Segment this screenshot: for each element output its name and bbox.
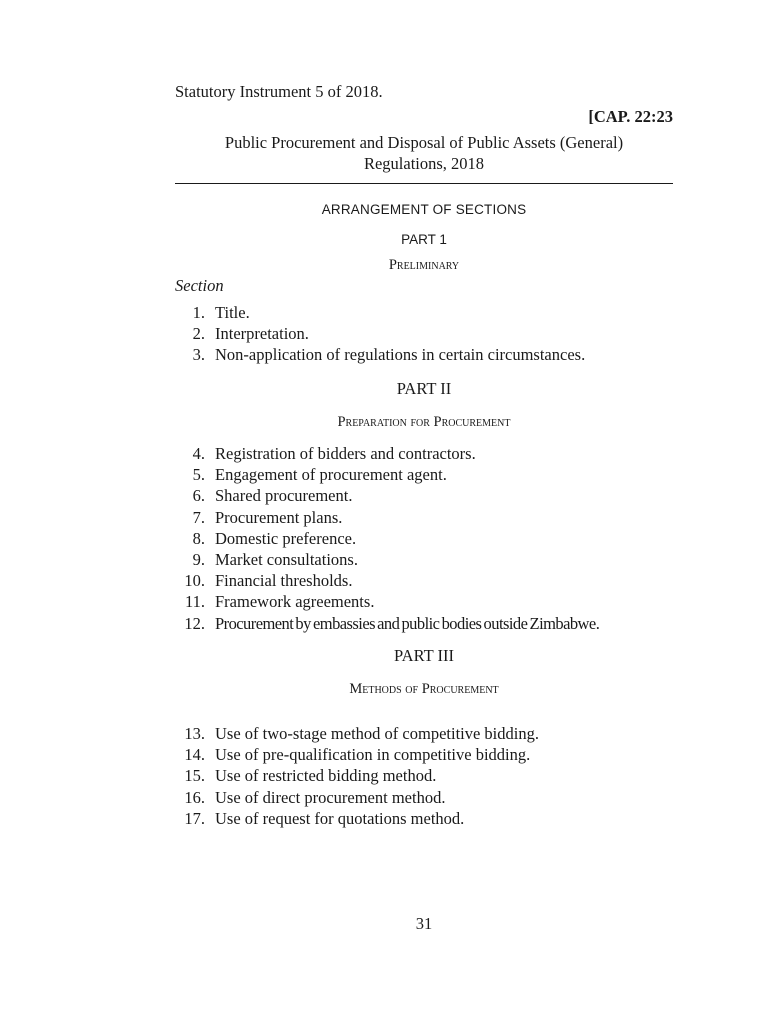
- title-line-1: Public Procurement and Disposal of Public Assets (General): [224, 133, 624, 152]
- section-number: 16.: [184, 787, 205, 807]
- section-title: Use of direct procurement method.: [215, 787, 446, 807]
- section-number: 4.: [192, 444, 205, 463]
- list-item: [175, 528, 673, 549]
- section-number: 7.: [192, 507, 205, 527]
- document-title: [175, 132, 673, 174]
- section-title: Market consultations.: [215, 550, 358, 570]
- section-title: Domestic preference.: [215, 528, 357, 548]
- section-number: 17.: [184, 808, 205, 828]
- section-title: Procurement plans.: [215, 507, 343, 527]
- section-title: Registration of bidders and contractors.: [215, 444, 476, 463]
- section-number: 8.: [192, 528, 205, 548]
- list-item: [175, 765, 673, 786]
- section-title: Use of pre-qualification in competitive bidding.: [215, 745, 531, 765]
- section-number: 3.: [192, 345, 205, 365]
- list-item: [175, 723, 673, 744]
- part-3-title: Methods of Procurement: [349, 681, 499, 697]
- section-number: 15.: [184, 766, 205, 786]
- part-1-title: Preliminary: [388, 257, 460, 273]
- section-number: 1.: [192, 303, 205, 322]
- part-2-label: PART II: [396, 379, 452, 398]
- title-divider: [175, 183, 673, 184]
- section-number: 9.: [192, 550, 205, 570]
- list-item: [175, 507, 673, 528]
- list-item: [175, 787, 673, 808]
- section-number: 14.: [184, 745, 205, 765]
- section-number: 6.: [192, 486, 205, 506]
- section-label: Section: [175, 276, 224, 295]
- list-item: [175, 744, 673, 765]
- part-3-label: PART III: [394, 646, 454, 665]
- list-item: [175, 549, 673, 570]
- section-number: 13.: [184, 724, 205, 743]
- section-title: Title.: [215, 303, 250, 322]
- list-item: [175, 485, 673, 506]
- list-item: [175, 570, 673, 591]
- section-number: 12.: [184, 613, 205, 633]
- section-title: Use of request for quotations method.: [215, 808, 465, 828]
- part-1-section-list: [175, 302, 673, 366]
- list-item: [175, 808, 673, 829]
- section-title: Framework agreements.: [215, 592, 375, 612]
- list-item: [175, 344, 673, 365]
- part-2-title: Preparation for Procurement: [337, 414, 511, 430]
- part-3-section-list: [175, 723, 673, 829]
- list-item: [175, 613, 673, 634]
- title-line-2: Regulations, 2018: [363, 154, 485, 173]
- chapter-reference: [CAP. 22:23: [588, 107, 673, 126]
- section-title: Use of two-stage method of competitive bidding.: [215, 724, 539, 743]
- section-title: Interpretation.: [215, 324, 309, 344]
- list-item: [175, 464, 673, 485]
- list-item: [175, 443, 673, 464]
- section-title: Financial thresholds.: [215, 571, 353, 591]
- section-title: Use of restricted bidding method.: [215, 766, 437, 786]
- statutory-instrument-line: Statutory Instrument 5 of 2018.: [175, 82, 383, 101]
- part-2-section-list: [175, 443, 673, 634]
- document-page: [175, 0, 673, 1024]
- section-number: 10.: [184, 571, 205, 591]
- section-title: Procurement by embassies and public bodies outside Zimbabwe.: [215, 613, 600, 633]
- page-number: 31: [415, 914, 433, 933]
- section-number: 5.: [192, 465, 205, 485]
- list-item: [175, 323, 673, 344]
- part-1-label: PART 1: [401, 232, 447, 247]
- arrangement-heading: ARRANGEMENT OF SECTIONS: [321, 202, 527, 217]
- list-item: [175, 591, 673, 612]
- list-item: [175, 302, 673, 323]
- section-title: Non-application of regulations in certain circumstances.: [215, 345, 586, 365]
- section-title: Shared procurement.: [215, 486, 353, 506]
- section-number: 2.: [192, 324, 205, 344]
- section-number: 11.: [184, 592, 205, 612]
- section-title: Engagement of procurement agent.: [215, 465, 447, 485]
